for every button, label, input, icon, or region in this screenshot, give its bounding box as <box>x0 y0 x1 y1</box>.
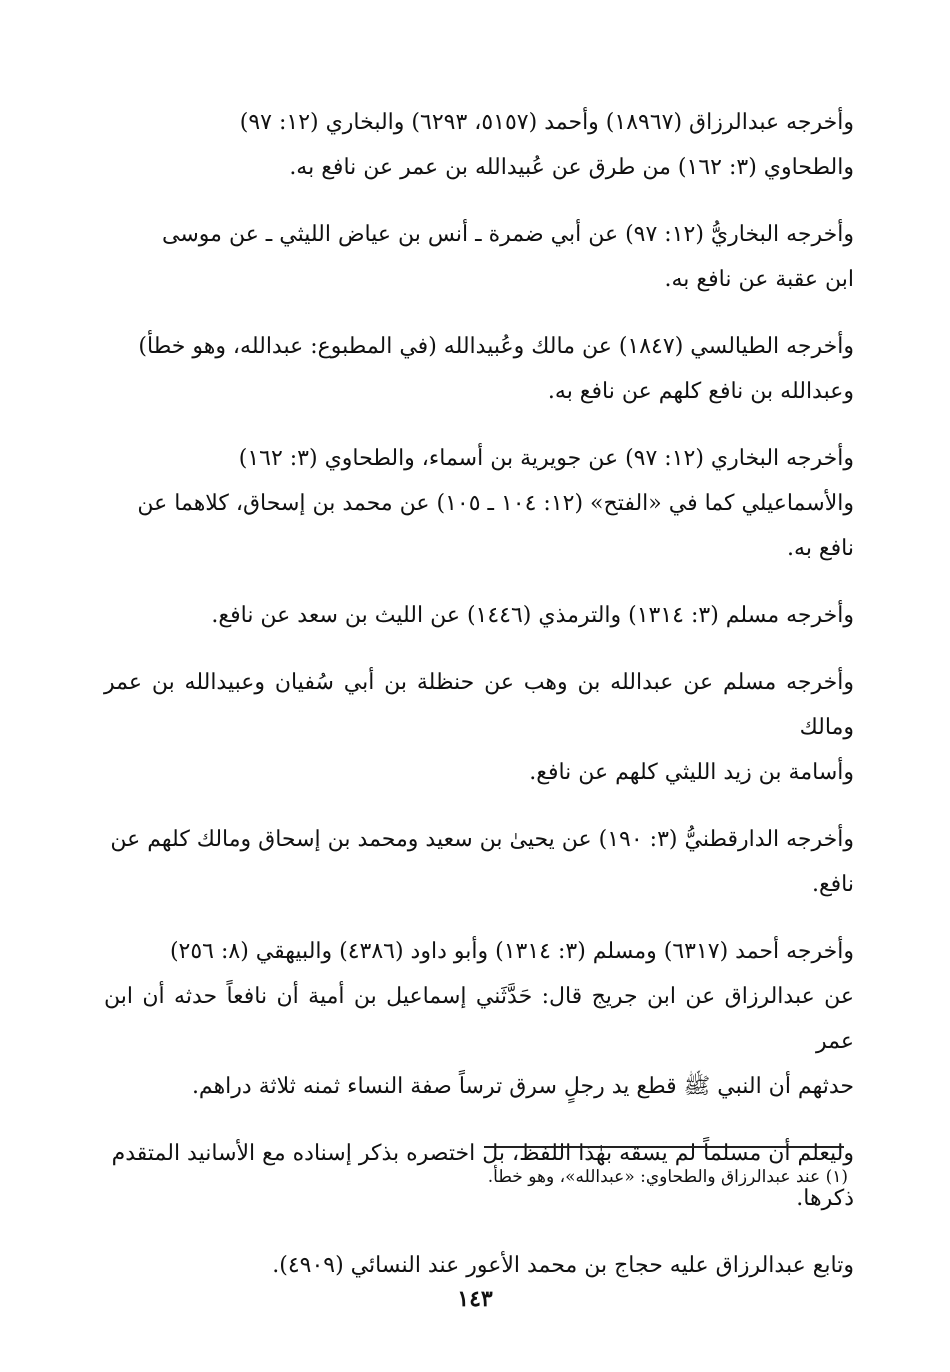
paragraph-line: وليعلم أن مسلماً لم يسقه بهٰذا اللفظ، بل اختصره بذكر إسناده مع الأسانيد المتقدم <box>111 1141 854 1166</box>
paragraph-line: والأسماعيلي كما في «الفتح» (١٢: ١٠٤ ـ ١٠٥) عن محمد بن إسحاق، كلاهما عن نافع به. <box>137 491 854 561</box>
paragraph-2 <box>104 212 854 302</box>
paragraph-10 <box>104 1243 854 1288</box>
paragraph-line: ذكرها. <box>796 1186 854 1211</box>
paragraph-1 <box>104 100 854 190</box>
paragraph-8 <box>104 929 854 1109</box>
footnote-divider <box>484 1146 844 1148</box>
paragraph-line: وأخرجه عبدالرزاق (١٨٩٦٧) وأحمد (٥١٥٧، ٦٢٩٣) والبخاري (١٢: ٩٧) <box>239 110 854 135</box>
paragraph-line: عن عبدالرزاق عن ابن جريج قال: حَدَّثَني إسماعيل بن أمية أن نافعاً حدثه أن ابن عمر <box>104 984 854 1054</box>
paragraph-4 <box>104 436 854 571</box>
paragraph-line: نافع. <box>811 872 854 897</box>
paragraph-6 <box>104 660 854 795</box>
paragraph-line: وأخرجه مسلم عن عبدالله بن وهب عن حنظلة بن أبي سُفيان وعبيدالله بن عمر ومالك <box>104 670 854 740</box>
paragraph-7 <box>104 817 854 907</box>
paragraph-line: وأخرجه البخاريُّ (١٢: ٩٧) عن أبي ضمرة ـ أنس بن عياض الليثي ـ عن موسى <box>162 222 854 247</box>
paragraph-5 <box>104 593 854 638</box>
paragraph-line: وتابع عبدالرزاق عليه حجاج بن محمد الأعور عند النسائي (٤٩٠٩). <box>272 1253 854 1278</box>
paragraph-line: وأسامة بن زيد الليثي كلهم عن نافع. <box>529 760 854 785</box>
page-number: ١٤٣ <box>457 1286 493 1312</box>
paragraph-line: وأخرجه الطيالسي (١٨٤٧) عن مالك وعُبيدالله (في المطبوع: عبدالله، وهو خطأ) <box>138 334 854 359</box>
paragraph-3 <box>104 324 854 414</box>
footnote: (١) عند عبدالرزاق والطحاوي: «عبدالله»، وهو خطأ. <box>487 1167 848 1187</box>
paragraph-line: وأخرجه أحمد (٦٣١٧) ومسلم (٣: ١٣١٤) وأبو داود (٤٣٨٦) والبيهقي (٨: ٢٥٦) <box>169 939 854 964</box>
paragraph-line: وعبدالله بن نافع كلهم عن نافع به. <box>547 379 854 404</box>
paragraph-line: ابن عقبة عن نافع به. <box>664 267 854 292</box>
paragraph-line: وأخرجه مسلم (٣: ١٣١٤) والترمذي (١٤٤٦) عن الليث بن سعد عن نافع. <box>211 603 854 628</box>
paragraph-line: والطحاوي (٣: ١٦٢) من طرق عن عُبيدالله بن عمر عن نافع به. <box>289 155 854 180</box>
paragraph-line: وأخرجه البخاري (١٢: ٩٧) عن جويرية بن أسماء، والطحاوي (٣: ١٦٢) <box>238 446 854 471</box>
paragraph-line: حدثهم أن النبي ﷺ قطع يد رجلٍ سرق ترساً صفة النساء ثمنه ثلاثة دراهم. <box>191 1074 854 1099</box>
page-body <box>104 100 854 1310</box>
paragraph-line: وأخرجه الدارقطنيُّ (٣: ١٩٠) عن يحيىٰ بن سعيد ومحمد بن إسحاق ومالك كلهم عن <box>110 827 854 852</box>
